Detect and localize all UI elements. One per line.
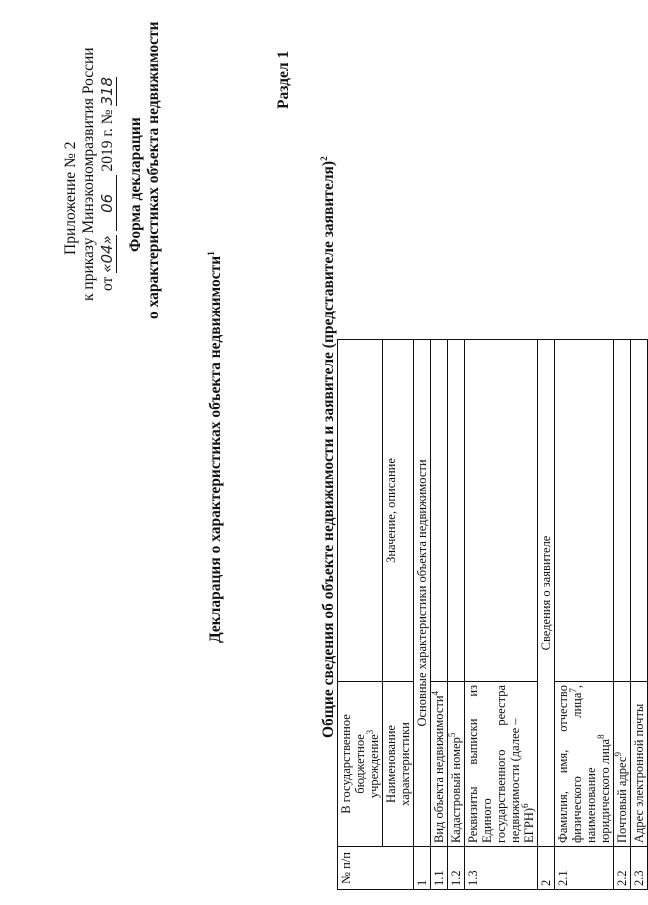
header-value-col: Значение, описание: [383, 340, 414, 682]
declaration-title: Декларация о характеристиках объекта недвижимости$^1$: [205, 251, 224, 643]
row-label: Вид объекта недвижимости$^4$: [431, 682, 448, 847]
form-title-line1: Форма декларации: [127, 117, 144, 252]
row-number: 2.3: [631, 847, 648, 890]
row-label: Адрес электронной почты: [631, 682, 648, 847]
footnote-ref: 1: [205, 251, 216, 256]
row-value-cell[interactable]: [555, 340, 614, 682]
appendix-order-ref: к приказу Минэкономразвития России: [80, 47, 97, 301]
section-number: 2: [538, 847, 555, 890]
row-value-cell[interactable]: [465, 340, 538, 682]
row-value-cell[interactable]: [631, 340, 648, 682]
declaration-table: [337, 339, 648, 890]
footnote-ref: 2: [318, 156, 329, 161]
appendix-date-line: [98, 77, 117, 291]
section-label: Раздел 1: [275, 50, 292, 109]
form-title-line2: о характеристиках объекта недвижимости: [145, 21, 162, 319]
header-no-cell: № п/п: [338, 847, 414, 890]
row-number: 2.2: [614, 847, 631, 890]
header-name-col: Наименование характеристики: [383, 682, 414, 847]
table-row: [383, 340, 414, 890]
appendix-number: Приложение № 2: [62, 141, 79, 255]
table-row: [431, 340, 448, 890]
header-budget-cell: В государственное бюджетное учреждение$^3$: [338, 682, 383, 847]
row-label: Почтовый адрес$^9$: [614, 682, 631, 847]
table-row: [538, 340, 555, 890]
header-budget-value-cell[interactable]: [338, 340, 383, 682]
date-prefix: от: [99, 276, 116, 291]
row-value-cell[interactable]: [431, 340, 448, 682]
section-number: 1: [414, 847, 431, 890]
table-row: [414, 340, 431, 890]
table-row: [465, 340, 538, 890]
row-label: Кадастровый номер$^5$: [448, 682, 465, 847]
row-number: 1.2: [448, 847, 465, 890]
general-info-title: Общие сведения об объекте недвижимости и заявителе (представителе заявителя)$^2$: [318, 156, 337, 738]
table-row: [338, 340, 383, 890]
table-row: [614, 340, 631, 890]
order-number: 318: [98, 76, 116, 106]
row-value-cell[interactable]: [614, 340, 631, 682]
row-number: 2.1: [555, 847, 614, 890]
row-value-cell[interactable]: [448, 340, 465, 682]
row-number: 1.3: [465, 847, 538, 890]
row-label: Фамилия, имя, отчество физического лица$^7$, наименование юридического лица$^8$: [555, 682, 614, 847]
section-title: Основные характеристики объекта недвижимости: [414, 340, 431, 847]
row-label: Реквизиты выписки из Единого государственного реестра недвижимости (далее – ЕГРН)$^6$: [465, 682, 538, 847]
section-title: Сведения о заявителе: [538, 340, 555, 847]
table-row: [448, 340, 465, 890]
row-number: 1.1: [431, 847, 448, 890]
date-month: 06: [98, 175, 117, 231]
date-year: 2019 г. №: [99, 109, 116, 172]
date-day: «04»: [98, 235, 116, 273]
table-row: [555, 340, 614, 890]
table-row: [631, 340, 648, 890]
